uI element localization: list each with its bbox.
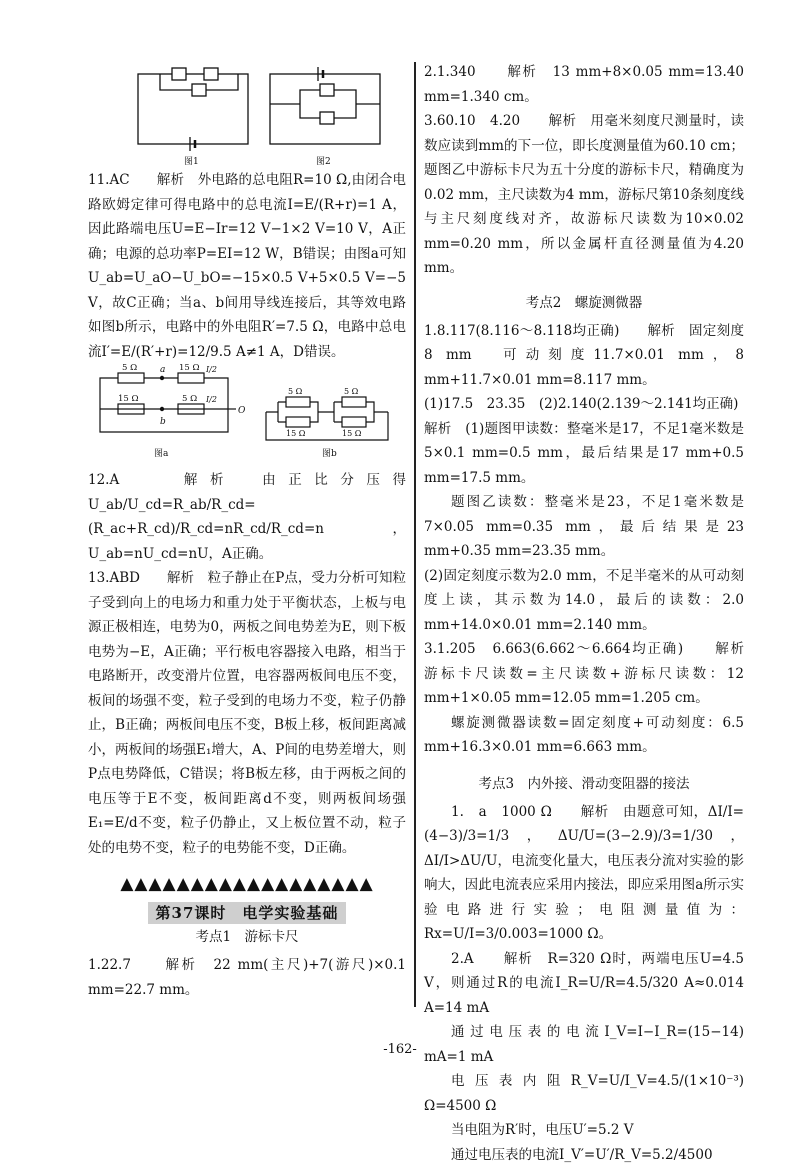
- fig1-caption: 图1: [184, 156, 199, 167]
- answer-12: 12.A 解析 由正比分压得U_ab/U_cd=R_ab/R_cd=(R_ac+R_cd)/R_cd=nR_cd/R_cd=n，U_ab=nU_cd=nU，A正确。: [88, 468, 406, 566]
- figa-node-o-label: O: [238, 406, 246, 416]
- topic-2-heading: 考点2 螺旋测微器: [424, 291, 744, 315]
- figa-resistor-5-top: [118, 373, 144, 383]
- topic-1-heading: 考点1 游标卡尺: [88, 925, 406, 949]
- circuit-figures-1-2: [88, 60, 406, 168]
- figa-r5-label: 5 Ω: [122, 364, 137, 373]
- answer-11: 11.AC 解析 外电路的总电阻R=10 Ω,由闭合电路欧姆定律可得电路中的总电流I=E/(R+r)=1 A，因此路端电压U=E−Ir=12 V−1×2 V=10 V，A正确；电源的总功率P=EI=12 W，B错误；由图a可知U_ab=U_aO−U_bO=−15×0.5 V+5×0.5 V=−5 V，故C正确；当a、b间用导线连接后，其等效电路如图b所示，电路中的外电阻R′=7.5 Ω，电路中总电流I′=E/(R′+r)=12/9.5 A≠1 A，D错误。: [88, 168, 406, 364]
- topic3-answer-2-voltmeter-current: 通过电压表的电流I_V=I−I_R=(15−14) mA=1 mA: [424, 1020, 744, 1069]
- topic-3-heading: 考点3 内外接、滑动变阻器的接法: [424, 772, 744, 796]
- figb-resistor-5-left: [286, 397, 310, 407]
- figb-r5-left-label: 5 Ω: [288, 387, 303, 396]
- figb-resistor-15-left: [286, 417, 310, 427]
- figb-r15-left-label: 15 Ω: [286, 429, 306, 438]
- figa-r15-label: 15 Ω: [179, 364, 200, 373]
- figa-node-a-label: a: [160, 365, 165, 375]
- fig1-resistor-1: [172, 68, 186, 80]
- section-separator-triangles: ▲▲▲▲▲▲▲▲▲▲▲▲▲▲▲▲▲▲: [88, 874, 406, 894]
- figa-caption: 图a: [154, 448, 169, 459]
- topic2-answer-2-head: (1)17.5 23.35 (2)2.140(2.139～2.141均正确): [424, 392, 744, 417]
- lesson-title: [88, 902, 406, 923]
- left-column: [88, 60, 406, 1002]
- figa-resistor-15-top: [178, 373, 204, 383]
- column-divider: [414, 62, 416, 1007]
- topic2-answer-2-part1: 解析 (1)题图甲读数：整毫米是17，不足1毫米数是5×0.1 mm=0.5 mm，最后结果是17 mm+0.5 mm=17.5 mm。: [424, 417, 744, 491]
- page-number: -162-: [0, 1042, 800, 1057]
- topic3-answer-1: 1. a 1000 Ω 解析 由题意可知，ΔI/I=(4−3)/3=1/3，ΔU/U=(3−2.9)/3=1/30，ΔI/I>ΔU/U，电流变化量大，电压表分流对实验的影响大，因此电流表应采用内接法，即应采用图a所示实验电路进行实验；电阻测量值为：Rx=U/I=3/0.003=1000 Ω。: [424, 800, 744, 947]
- fig1-resistor-2: [204, 68, 218, 80]
- topic3-answer-2-new-voltage: 当电阻为R′时，电压U′=5.2 V: [424, 1118, 744, 1143]
- topic2-answer-2-part2: 题图乙读数：整毫米是23，不足1毫米数是7×0.05 mm=0.35 mm，最后结果是23 mm+0.35 mm=23.35 mm。: [424, 490, 744, 564]
- fig2-resistor-1: [320, 84, 334, 96]
- fig2-resistor-2: [320, 112, 334, 124]
- topic3-answer-2-new-current: 通过电压表的电流I_V′=U′/R_V=5.2/4500: [424, 1143, 744, 1167]
- circuit-figures-a-b: [88, 364, 406, 468]
- topic2-answer-2-part3: (2)固定刻度示数为2.0 mm，不足半毫米的从可动刻度上读，其示数为14.0，最后的读数：2.0 mm+14.0×0.01 mm=2.140 mm。: [424, 564, 744, 638]
- figb-resistor-15-right: [342, 417, 366, 427]
- figa-half-current-mid: I/2: [205, 395, 217, 404]
- topic1-answer-1: 1.22.7 解析 22 mm(主尺)+7(游尺)×0.1 mm=22.7 mm。: [88, 953, 406, 1002]
- topic3-answer-2: 2.A 解析 R=320 Ω时，两端电压U=4.5 V，则通过R的电流I_R=U/R=4.5/320 A≈0.014 A=14 mA: [424, 947, 744, 1021]
- figb-r5-right-label: 5 Ω: [344, 387, 359, 396]
- figb-r15-right-label: 15 Ω: [342, 429, 362, 438]
- circuit-figure-2: [270, 67, 380, 144]
- topic2-answer-3-micrometer: 螺旋测微器读数=固定刻度+可动刻度：6.5 mm+16.3×0.01 mm=6.663 mm。: [424, 711, 744, 760]
- figa-half-current-top: I/2: [205, 365, 217, 374]
- circuit-figure-b: [266, 397, 388, 440]
- answer-13: 13.ABD 解析 粒子静止在P点，受力分析可知粒子受到向上的电场力和重力处于平衡状态，上板与电源正极相连，电势为0，两板之间电势差为E，则下板电势为−E，A正确；平行板电容器接入电路，相当于电路断开，改变滑片位置，电容器两板间电压不变，板间的场强不变，粒子受到的电场力不变，粒子仍静止，B正确；两板间电压不变，B板上移，板间距离减小，两板间的场强E₁增大，A、P间的电势差增大，则P点电势降低，C错误；将B板左移，由于两板之间的电压等于E不变，板间距离d不变，则两板间场强E₁=E/d不变，粒子仍静止，又上板位置不动，粒子处的电势不变，粒子的电势能不变，D正确。: [88, 566, 406, 860]
- topic2-answer-1: 1.8.117(8.116～8.118均正确) 解析 固定刻度8 mm 可动刻度11.7×0.01 mm，8 mm+11.7×0.01 mm=8.117 mm。: [424, 319, 744, 393]
- figb-caption: 图b: [322, 448, 337, 459]
- figa-r5-mid-label: 5 Ω: [182, 394, 197, 404]
- fig1-resistor-3: [192, 84, 206, 96]
- topic1-answer-2: 2.1.340 解析 13 mm+8×0.05 mm=13.40 mm=1.340 cm。: [424, 60, 744, 109]
- fig2-caption: 图2: [316, 156, 331, 167]
- topic2-answer-3: 3.1.205 6.663(6.662～6.664均正确) 解析 游标卡尺读数=主尺读数+游标尺读数：12 mm+1×0.05 mm=12.05 mm=1.205 cm。: [424, 637, 744, 711]
- circuit-figure-1: [138, 68, 248, 151]
- figa-node-b: [160, 407, 163, 410]
- lesson-title-text: 第37课时 电学实验基础: [148, 902, 347, 924]
- figb-return: [266, 412, 388, 440]
- topic3-answer-2-voltmeter-resistance: 电压表内阻R_V=U/I_V=4.5/(1×10⁻³) Ω=4500 Ω: [424, 1069, 744, 1118]
- figa-node-b-label: b: [160, 417, 166, 427]
- figa-node-a: [160, 376, 163, 379]
- figa-r15-mid-label: 15 Ω: [118, 394, 139, 404]
- topic1-answer-3: 3.60.10 4.20 解析 用毫米刻度尺测量时，读数应读到mm的下一位，即长度测量值为60.10 cm；题图乙中游标卡尺为五十分度的游标卡尺，精确度为0.02 mm，主尺读数为4 mm，游标尺第10条刻度线与主尺刻度线对齐，故游标尺读数为10×0.02 mm=0.20 mm，所以金属杆直径测量值为4.20 mm。: [424, 109, 744, 281]
- right-column: [424, 60, 744, 1167]
- figb-resistor-5-right: [342, 397, 366, 407]
